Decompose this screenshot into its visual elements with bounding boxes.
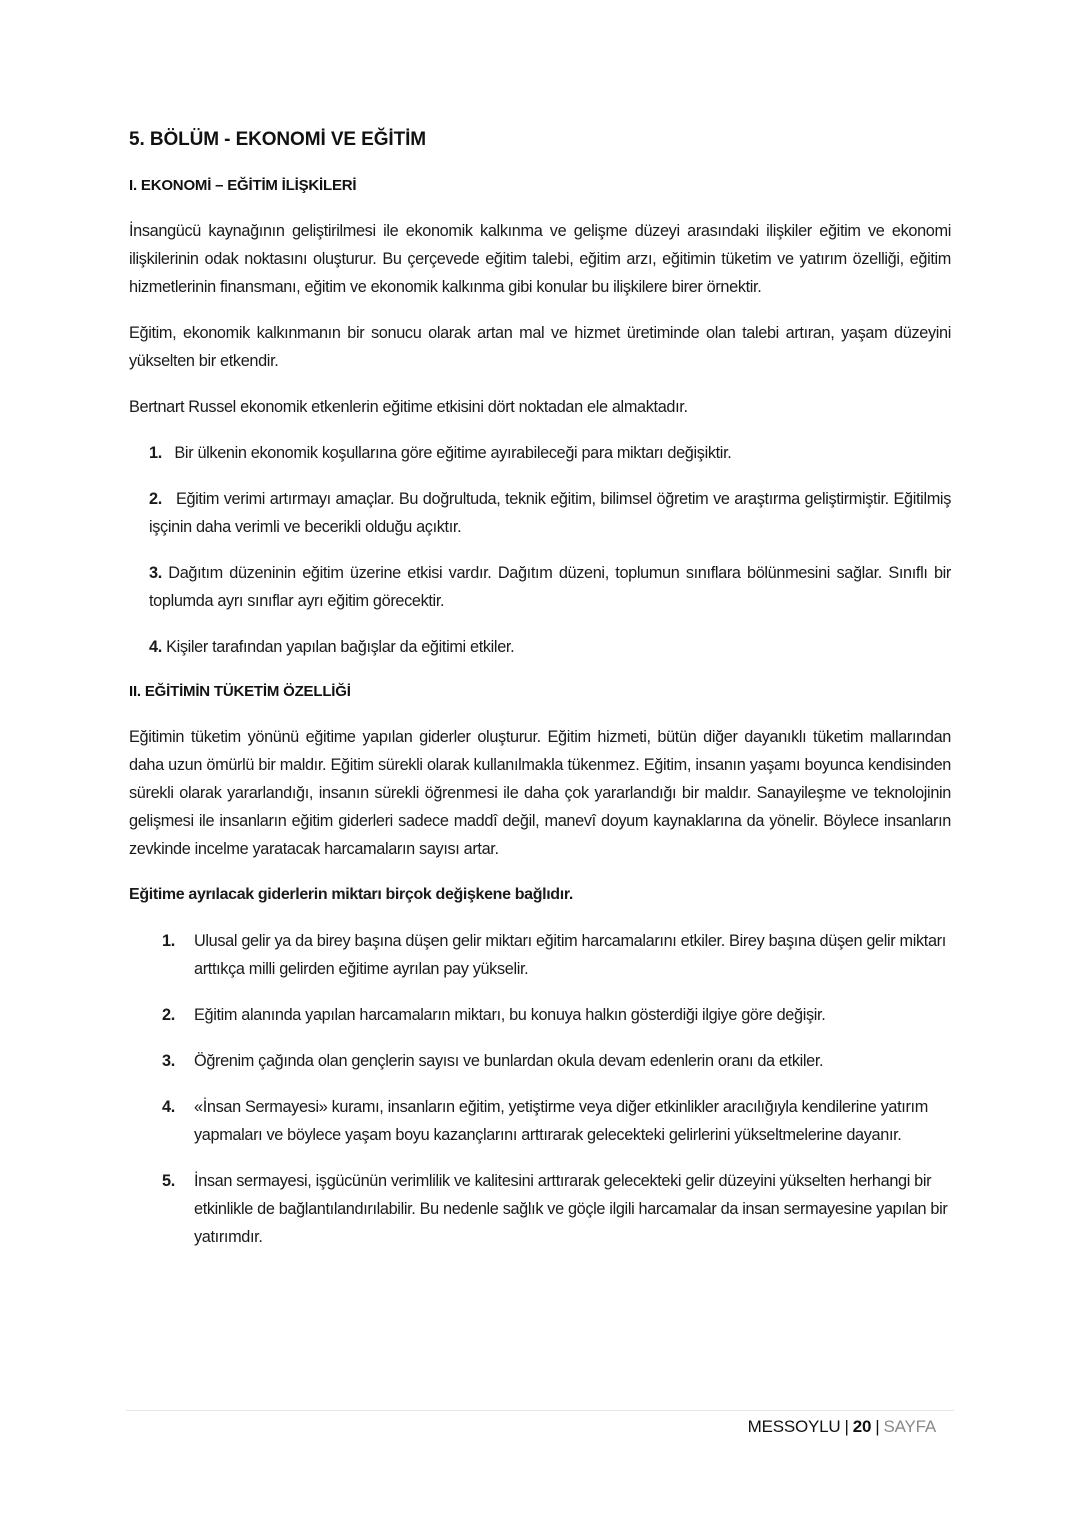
section-heading-consumption: II. EĞİTİMİN TÜKETİM ÖZELLİĞİ bbox=[129, 683, 351, 700]
footer-page-number: 20 bbox=[852, 1417, 872, 1436]
list-text: Ulusal gelir ya da birey başına düşen gelir miktarı eğitim harcamalarını etkiler. Birey başına düşen gelir miktarı arttıkça milli gelirden eğitime ayrılan pay yükselir. bbox=[194, 932, 946, 978]
list-item bbox=[129, 1093, 951, 1149]
list-item bbox=[129, 633, 951, 661]
paragraph-development: Eğitim, ekonomik kalkınmanın bir sonucu olarak artan mal ve hizmet üretiminde olan talebi artıran, yaşam düzeyini yükselten bir etkendir. bbox=[129, 324, 951, 370]
paragraph-russel: Bertnart Russel ekonomik etkenlerin eğitime etkisini dört noktadan ele almaktadır. bbox=[129, 398, 688, 416]
list-number: 3. bbox=[149, 564, 162, 582]
list-number: 5. bbox=[162, 1172, 175, 1190]
expense-variables-list bbox=[129, 927, 951, 1251]
footer-page-label: SAYFA bbox=[883, 1417, 936, 1436]
list-number: 2. bbox=[149, 490, 162, 508]
footer-separator: | bbox=[844, 1417, 849, 1436]
footer-divider bbox=[126, 1410, 954, 1411]
list-item bbox=[129, 1001, 951, 1029]
list-item bbox=[129, 1047, 951, 1075]
list-number: 1. bbox=[149, 444, 162, 462]
list-text: Bir ülkenin ekonomik koşullarına göre eğitime ayırabileceği para miktarı değişiktir. bbox=[174, 444, 732, 462]
footer-author: MESSOYLU bbox=[747, 1417, 841, 1436]
list-item bbox=[129, 439, 951, 467]
paragraph-intro: İnsangücü kaynağının geliştirilmesi ile ekonomik kalkınma ve gelişme düzeyi arasındaki ilişkiler eğitim ve ekonomi ilişkilerinin odak noktasını oluşturur. Bu çerçevede eğitim talebi, eğitim arzı, eğitimin tüketim ve yatırım özelliği, eğitim hizmetlerinin finansmanı, eğitim ve ekonomik kalkınma gibi konular bu ilişkilere birer örnektir. bbox=[129, 222, 951, 296]
list-text: Eğitim alanında yapılan harcamaların miktarı, bu konuya halkın gösterdiği ilgiye göre değişir. bbox=[194, 1006, 826, 1024]
list-item bbox=[129, 559, 951, 615]
page-footer bbox=[748, 1415, 936, 1439]
list-text: Eğitim verimi artırmayı amaçlar. Bu doğrultuda, teknik eğitim, bilimsel öğretim ve araştırma geliştirmiştir. Eğitilmiş işçinin daha verimli ve becerikli olduğu açıktır. bbox=[149, 490, 951, 536]
list-number: 2. bbox=[162, 1006, 175, 1024]
list-number: 1. bbox=[162, 932, 175, 950]
list-text: Dağıtım düzeninin eğitim üzerine etkisi vardır. Dağıtım düzeni, toplumun sınıflara bölünmesini sağlar. Sınıflı bir toplumda ayrı sınıflar ayrı eğitim görecektir. bbox=[149, 564, 951, 610]
section-heading-economy-education: I. EKONOMİ – EĞİTİM İLİŞKİLERİ bbox=[129, 177, 357, 194]
list-text: Kişiler tarafından yapılan bağışlar da eğitimi etkiler. bbox=[166, 638, 515, 656]
paragraph-consumption: Eğitimin tüketim yönünü eğitime yapılan giderler oluşturur. Eğitim hizmeti, bütün diğer dayanıklı tüketim mallarından daha uzun ömürlü bir maldır. Eğitim sürekli olarak kullanılmakla tükenmez. Eğitim, insanın yaşamı boyunca kendisinden sürekli olarak yararlandığı, insanın sürekli öğrenmesi ile daha çok yararlandığı bir maldır. Sanayileşme ve teknolojinin gelişmesi ile insanların eğitim giderleri sadece maddî değil, manevî doyum kaynaklarına da yönelir. Böylece insanların zevkinde incelme yaratacak harcamaların sayısı artar. bbox=[129, 728, 951, 858]
list-item bbox=[129, 927, 951, 983]
chapter-title: 5. BÖLÜM - EKONOMİ VE EĞİTİM bbox=[129, 129, 426, 150]
list-text: «İnsan Sermayesi» kuramı, insanların eğitim, yetiştirme veya diğer etkinlikler aracılığıyla kendilerine yatırım yapmaları ve böylece yaşam boyu kazançlarını arttırarak gelecekteki gelirlerini yükseltmelerine dayanır. bbox=[194, 1098, 928, 1144]
russel-points-list bbox=[129, 439, 951, 661]
page-content bbox=[129, 126, 951, 1251]
list-number: 4. bbox=[149, 638, 162, 656]
list-text: Öğrenim çağında olan gençlerin sayısı ve bunlardan okula devam edenlerin oranı da etkiler. bbox=[194, 1052, 824, 1070]
list-item bbox=[129, 485, 951, 541]
list-item bbox=[129, 1167, 951, 1251]
list-text: İnsan sermayesi, işgücünün verimlilik ve kalitesini arttırarak gelecekteki gelir düzeyini yükselten herhangi bir etkinlikle de bağlantılandırılabilir. Bu nedenle sağlık ve göçle ilgili harcamalar da insan sermayesine yapılan bir yatırımdır. bbox=[194, 1172, 948, 1246]
footer-separator: | bbox=[875, 1417, 880, 1436]
bold-statement: Eğitime ayrılacak giderlerin miktarı birçok değişkene bağlıdır. bbox=[129, 886, 573, 903]
list-number: 3. bbox=[162, 1052, 175, 1070]
list-number: 4. bbox=[162, 1098, 175, 1116]
